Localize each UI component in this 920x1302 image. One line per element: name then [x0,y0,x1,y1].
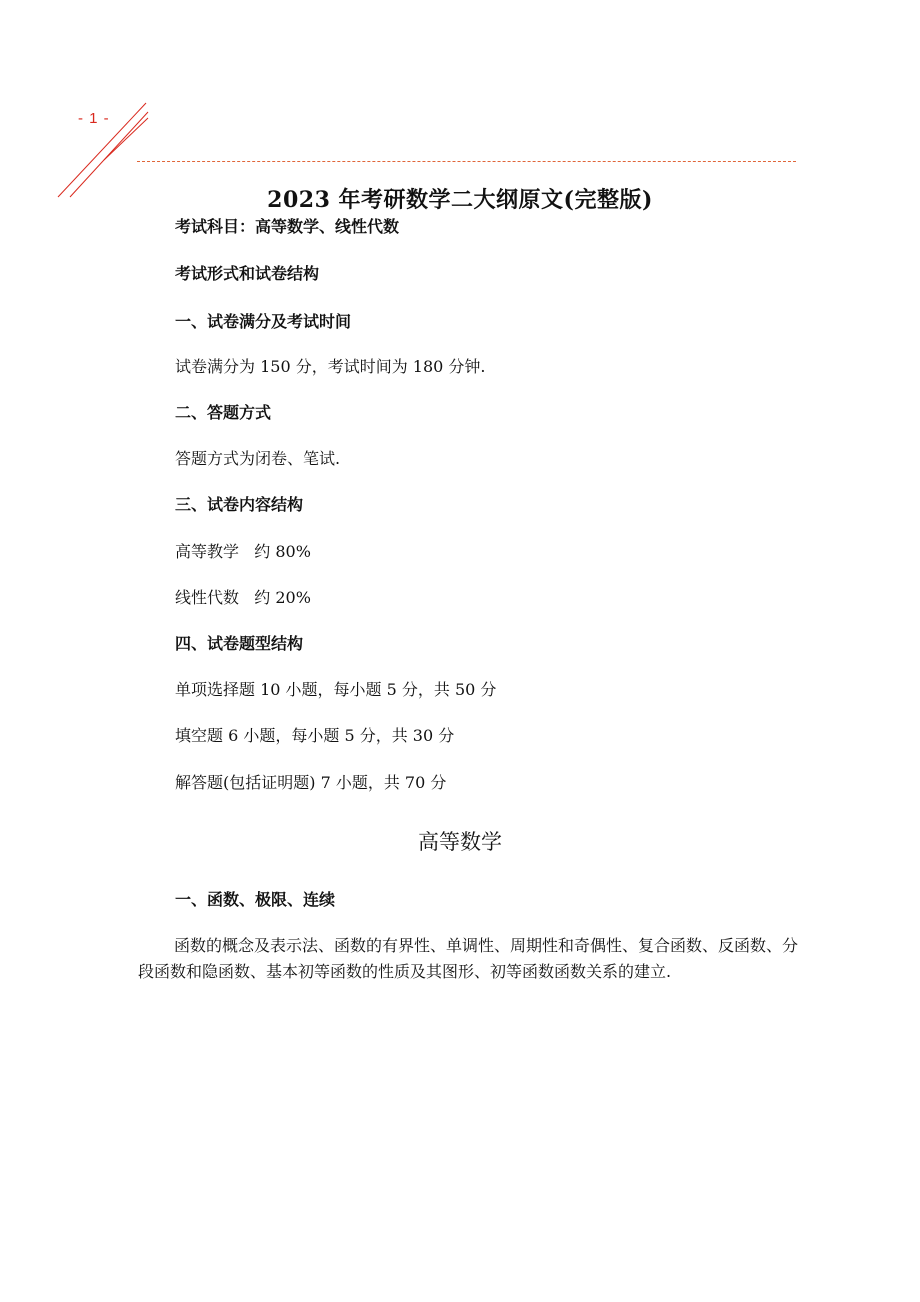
page-number: - 1 - [78,110,110,127]
section-line: 答题方式为闭卷、笔试. [175,449,341,468]
document-title: 2023 年考研数学二大纲原文(完整版) [267,187,653,213]
body-paragraph: 函数的概念及表示法、函数的有界性、单调性、周期性和奇偶性、复合函数、反函数、分段函数和隐函数、基本初等函数的性质及其图形、初等函数函数关系的建立. [138,936,799,981]
corner-decoration [0,0,160,210]
section-line: 解答题(包括证明题) 7 小题，共 70 分 [175,773,447,792]
section-heading: 四、试卷题型结构 [175,634,304,653]
exam-form-heading: 考试形式和试卷结构 [175,264,320,283]
exam-subjects: 考试科目：高等数学、线性代数 [175,217,400,236]
section-heading: 三、试卷内容结构 [175,495,304,514]
section-heading: 一、函数、极限、连续 [175,890,336,909]
section-line: 线性代数 约 20% [175,588,311,607]
section-line: 填空题 6 小题，每小题 5 分，共 30 分 [175,726,455,745]
part-title: 高等数学 [418,830,502,854]
section-heading: 一、试卷满分及考试时间 [175,312,352,331]
section-line: 单项选择题 10 小题，每小题 5 分，共 50 分 [175,680,497,699]
section-line: 高等教学 约 80% [175,542,311,561]
section-line: 试卷满分为 150 分，考试时间为 180 分钟. [175,357,486,376]
header-divider [137,161,796,162]
section-heading: 二、答题方式 [175,403,272,422]
